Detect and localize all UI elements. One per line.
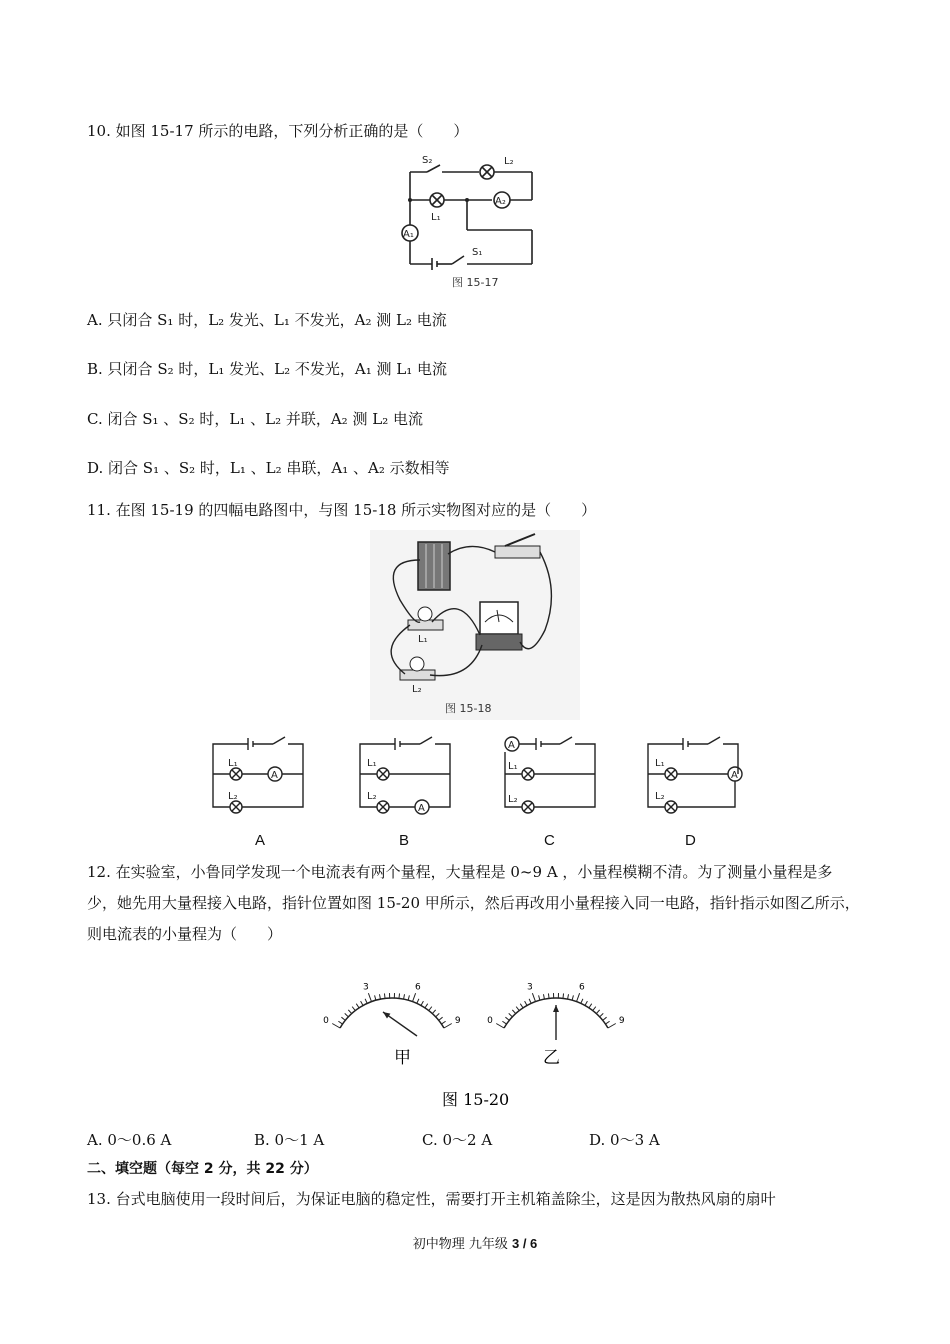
label-l2: L₂ bbox=[504, 156, 514, 167]
dial-needle-head bbox=[383, 1012, 390, 1018]
circuit-d bbox=[643, 732, 743, 824]
label-l2: L₂ bbox=[412, 684, 422, 695]
circuit-label-a: A bbox=[255, 832, 266, 849]
dial-tick bbox=[413, 993, 416, 1001]
dial-tick bbox=[332, 1024, 340, 1029]
q12-stem: 12. 在实验室，小鲁同学发现一个电流表有两个量程，大量程是 0~9 A ，小量程模糊不清。为了测量小量程是多少，她先用大量程接入电路，指针位置如图 15-20 甲所示，然后再改用小量程接入同一电路，指针指示如图乙所示，则电流表的小量程为（ ） bbox=[87, 863, 860, 943]
figure-15-20-caption: 图 15-20 bbox=[442, 1090, 510, 1109]
page-footer bbox=[0, 1233, 950, 1252]
section-2-heading: 二、填空题（每空 2 分，共 22 分） bbox=[87, 1161, 318, 1177]
dial-tick-label: 0 bbox=[487, 1016, 493, 1026]
dial-tick bbox=[577, 993, 580, 1001]
q10-option-b: B. 只闭合 S₂ 时，L₁ 发光、L₂ 不发光，A₁ 测 L₁ 电流 bbox=[87, 360, 447, 378]
dial-tick bbox=[608, 1024, 616, 1029]
footer-text: 初中物理 九年级 bbox=[412, 1237, 508, 1252]
dial-needle-head bbox=[553, 1005, 559, 1012]
svg-text:A: A bbox=[731, 770, 738, 781]
dial-tick-label: 3 bbox=[363, 982, 369, 993]
dial-tick-label: 6 bbox=[578, 982, 585, 993]
dial-tick-label: 9 bbox=[454, 1016, 461, 1026]
dial-tick-label: 0 bbox=[323, 1016, 329, 1026]
dial-tick-label: 9 bbox=[618, 1016, 625, 1026]
ammeter-dial-yi bbox=[487, 983, 625, 1040]
q10-option-c: C. 闭合 S₁ 、S₂ 时，L₁ 、L₂ 并联，A₂ 测 L₂ 电流 bbox=[87, 410, 423, 428]
svg-text:L₂: L₂ bbox=[655, 791, 665, 802]
q10-option-d: D. 闭合 S₁ 、S₂ 时，L₁ 、L₂ 串联，A₁ 、A₂ 示数相等 bbox=[87, 459, 450, 477]
dial-tick bbox=[444, 1024, 452, 1029]
svg-text:L₁: L₁ bbox=[367, 758, 377, 769]
dial-arc bbox=[340, 998, 444, 1028]
circuit-b bbox=[355, 732, 455, 824]
dial-tick bbox=[496, 1024, 504, 1029]
dial-tick bbox=[532, 993, 535, 1001]
q12-option-a: A. 0～0.6 A bbox=[87, 1131, 172, 1149]
q12-option-b: B. 0～1 A bbox=[254, 1131, 325, 1149]
circuit-label-b: B bbox=[399, 832, 410, 849]
figure-15-18-caption: 图 15-18 bbox=[445, 702, 492, 715]
svg-text:L₁: L₁ bbox=[508, 761, 518, 772]
label-s2: S₂ bbox=[422, 155, 433, 166]
svg-text:L₂: L₂ bbox=[367, 791, 377, 802]
q12-option-c: C. 0～2 A bbox=[422, 1131, 493, 1149]
svg-text:A: A bbox=[418, 803, 425, 814]
circuit-label-c: C bbox=[544, 832, 555, 849]
svg-text:A: A bbox=[508, 740, 515, 751]
dial-tick bbox=[368, 993, 371, 1001]
label-s1: S₁ bbox=[472, 247, 483, 258]
figure-15-20 bbox=[315, 958, 645, 1122]
dial-tick-label: 3 bbox=[527, 982, 533, 993]
q10-stem: 10. 如图 15-17 所示的电路，下列分析正确的是（ ） bbox=[87, 122, 469, 140]
circuit-label-d: D bbox=[685, 832, 696, 849]
dial-tick-label: 6 bbox=[414, 982, 421, 993]
circuit-c bbox=[500, 732, 600, 824]
figure-15-17-caption: 图 15-17 bbox=[452, 276, 499, 289]
q13-stem: 13. 台式电脑使用一段时间后，为保证电脑的稳定性，需要打开主机箱盖除尘，这是因为散热风扇的扇叶 bbox=[87, 1190, 776, 1208]
svg-text:L₂: L₂ bbox=[508, 794, 518, 805]
label-l1: L₁ bbox=[431, 212, 441, 223]
label-a1: A₁ bbox=[403, 229, 414, 240]
label-l1: L₁ bbox=[418, 634, 428, 645]
page-number: 3 / 6 bbox=[511, 1236, 538, 1251]
circuit-a bbox=[208, 732, 308, 824]
svg-text:L₁: L₁ bbox=[655, 758, 665, 769]
dial-name-jia: 甲 bbox=[394, 1048, 411, 1068]
label-a2: A₂ bbox=[495, 196, 506, 207]
ammeter-dial-jia bbox=[323, 983, 461, 1036]
svg-text:A: A bbox=[271, 770, 278, 781]
svg-text:L₂: L₂ bbox=[228, 791, 238, 802]
q12-option-d: D. 0～3 A bbox=[589, 1131, 660, 1149]
figure-15-17 bbox=[392, 152, 562, 296]
svg-text:L₁: L₁ bbox=[228, 758, 238, 769]
q10-option-a: A. 只闭合 S₁ 时，L₂ 发光、L₁ 不发光，A₂ 测 L₂ 电流 bbox=[87, 311, 447, 329]
q11-stem: 11. 在图 15-19 的四幅电路图中，与图 15-18 所示实物图对应的是（ ） bbox=[87, 501, 597, 519]
figure-15-18 bbox=[370, 530, 580, 724]
dial-name-yi: 乙 bbox=[543, 1048, 560, 1068]
